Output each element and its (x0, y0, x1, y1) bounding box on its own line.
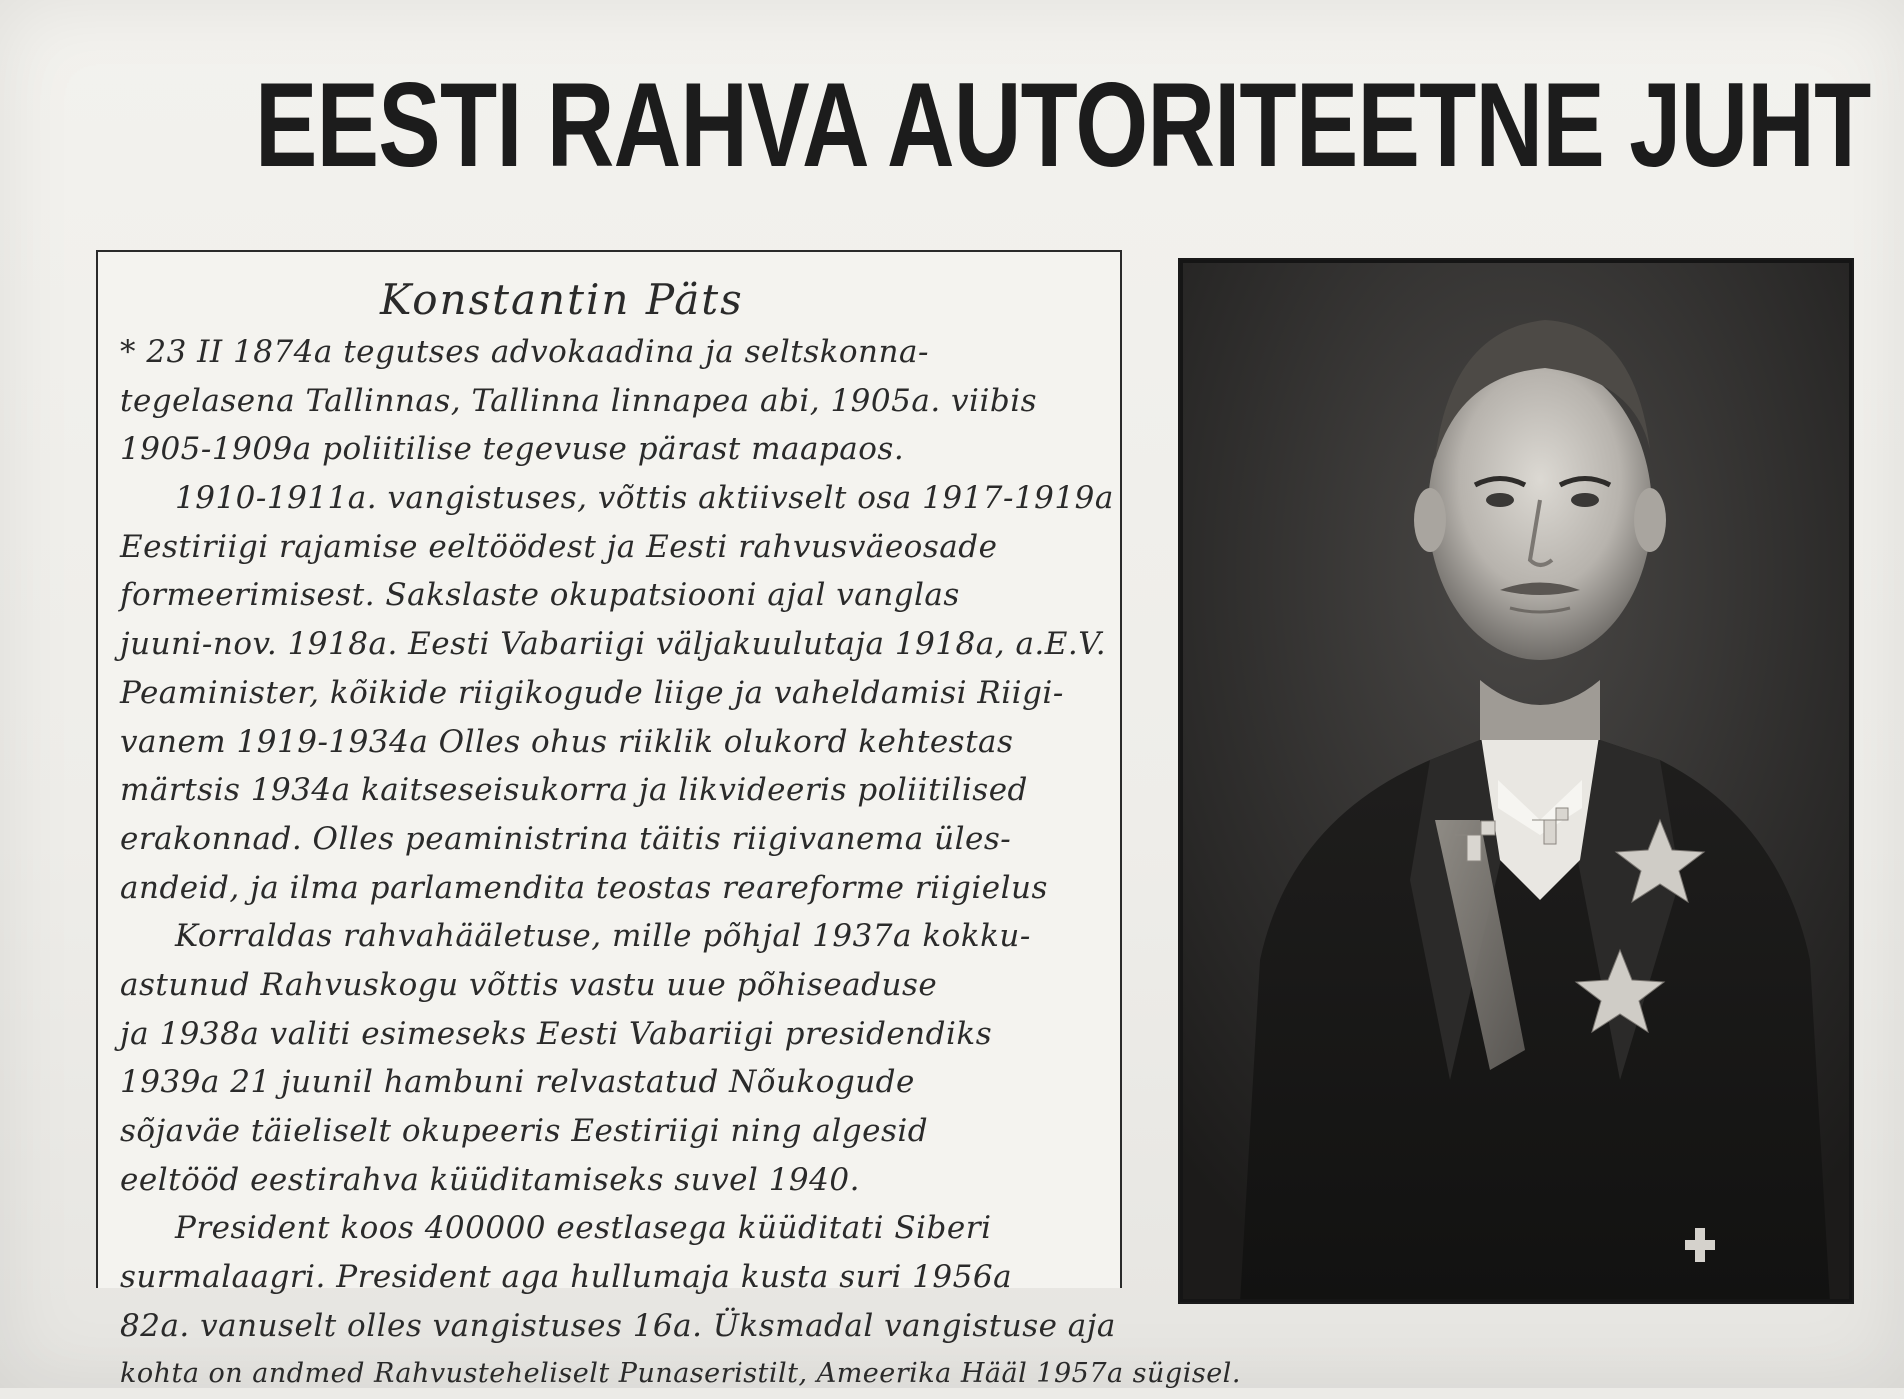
handwritten-name: Konstantin Päts (380, 275, 744, 324)
handwritten-line: astunud Rahvuskogu võttis vastu uue põhiseaduse (120, 966, 938, 1003)
handwritten-line: President koos 400000 eestlasega küüditati Siberi (175, 1210, 992, 1247)
handwritten-line: surmalaagri. President aga hullumaja kusta suri 1956a (120, 1259, 1013, 1296)
handwritten-line: andeid, ja ilma parlamendita teostas reareforme riigielus (120, 869, 1048, 906)
handwritten-line: eeltööd eestirahva küüditamiseks suvel 1940. (120, 1161, 860, 1198)
handwritten-line: ja 1938a valiti esimeseks Eesti Vabariigi presidendiks (120, 1015, 993, 1052)
handwritten-line: * 23 II 1874a tegutses advokaadina ja seltskonna- (120, 334, 929, 370)
handwritten-line: Peaminister, kõikide riigikogude liige ja vaheldamisi Riigi- (120, 674, 1064, 711)
handwritten-line: Eestiriigi rajamise eeltöödest ja Eesti rahvusväeosade (120, 528, 998, 565)
handwritten-line: 1939a 21 juunil hambuni relvastatud Nõukogude (120, 1064, 915, 1101)
handwritten-line: kohta on andmed Rahvusteheliselt Punaseristilt, Ameerika Hääl 1957a sügisel. (120, 1358, 1241, 1390)
handwritten-line: vanem 1919-1934a Olles ohus riiklik olukord kehtestas (120, 723, 1014, 760)
headline: EESTI RAHVA AUTORITEETNE JUHT (255, 58, 1871, 192)
handwritten-line: juuni-nov. 1918a. Eesti Vabariigi väljakuulutaja 1918a, a.E.V. (120, 626, 1107, 663)
handwritten-line: Korraldas rahvahääletuse, mille põhjal 1937a kokku- (175, 918, 1031, 955)
handwritten-line: erakonnad. Olles peaministrina täitis riigivanema üles- (120, 820, 1012, 857)
handwritten-line: formeerimisest. Sakslaste okupatsiooni ajal vanglas (120, 577, 960, 614)
handwritten-line: 1910-1911a. vangistuses, võttis aktiivselt osa 1917-1919a (175, 480, 1114, 517)
handwritten-line: tegelasena Tallinnas, Tallinna linnapea abi, 1905a. viibis (120, 382, 1038, 419)
handwritten-line: 1905-1909a poliitilise tegevuse pärast maapaos. (120, 431, 905, 468)
portrait-illustration (1180, 260, 1852, 1302)
portrait-photo (1180, 260, 1852, 1302)
handwritten-line: sõjaväe täieliselt okupeeris Eestiriigi ning algesid (120, 1113, 929, 1149)
handwritten-line: märtsis 1934a kaitseseisukorra ja likvideeris poliitilised (120, 772, 1028, 809)
handwritten-text-block (120, 272, 1241, 1399)
handwritten-line: 82a. vanuselt olles vangistuses 16a. Üksmadal vangistuse aja (120, 1307, 1116, 1344)
